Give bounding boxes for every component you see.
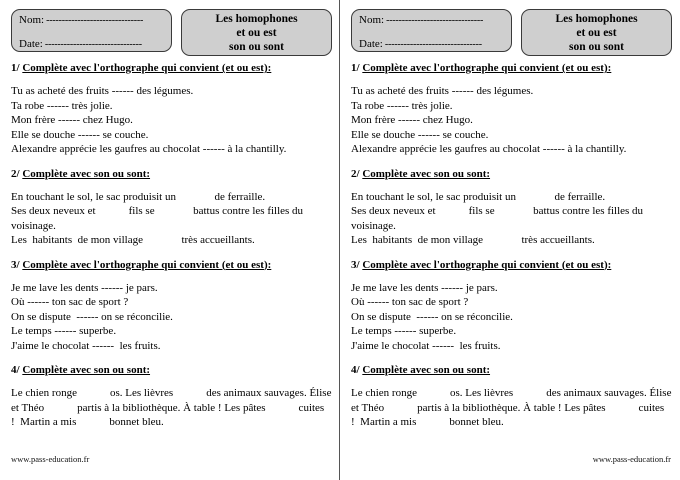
footer-url-left[interactable]: www.pass-education.fr <box>11 454 90 464</box>
exercise-3-line-2-left[interactable]: Où ------ ton sac de sport ? <box>11 296 129 308</box>
exercise-2-line-4-right[interactable]: Les habitants de mon village très accueillants. <box>351 234 595 246</box>
exercise-1-body-right <box>351 84 673 157</box>
exercise-1-line-1-right[interactable]: Tu as acheté des fruits ------ des légumes. <box>351 85 534 97</box>
exercise-3-instruction-left: Complète avec l'orthographe qui convient (et ou est): <box>22 258 272 271</box>
exercise-3-instruction-right: Complète avec l'orthographe qui convient (et ou est): <box>362 258 612 271</box>
name-field-row-left[interactable] <box>19 14 165 27</box>
name-label-right: Nom: <box>359 14 385 26</box>
name-field-row-right[interactable] <box>359 14 505 27</box>
exercise-3-number-right: 3/ <box>351 258 360 271</box>
exercise-2-body-right <box>351 190 673 248</box>
exercise-3-right <box>351 259 673 354</box>
exercise-4-instruction-right: Complète avec son ou sont: <box>362 364 491 376</box>
title-line-3-left: son ou sont <box>229 41 284 53</box>
exercise-2-line-3-right[interactable]: voisinage. <box>351 219 396 232</box>
exercise-2-line-3-left[interactable]: voisinage. <box>11 219 56 232</box>
exercise-4-line-3-left[interactable]: ! Martin a mis bonnet bleu. <box>11 416 164 428</box>
title-line-2-left: et ou est <box>236 27 277 39</box>
footer-url-right[interactable]: www.pass-education.fr <box>592 454 671 464</box>
exercise-1-instruction-right: Complète avec l'orthographe qui convient (et ou est): <box>362 62 612 74</box>
exercise-1-line-2-right[interactable]: Ta robe ------ très jolie. <box>351 99 453 112</box>
name-date-box-right <box>351 9 512 52</box>
exercise-4-right <box>351 364 673 430</box>
exercise-3-line-3-right[interactable]: On se dispute ------ on se réconcilie. <box>351 310 513 323</box>
exercise-2-left <box>11 168 332 248</box>
exercise-4-body-left <box>11 386 332 430</box>
exercise-2-line-2-right[interactable]: Ses deux neveux et fils se battus contre les filles du <box>351 205 644 217</box>
title-line-3-right: son ou sont <box>569 41 624 53</box>
name-dotted-line-right: ------------------------------- <box>386 15 484 26</box>
header-left <box>0 0 339 62</box>
exercise-2-title-left <box>11 168 332 180</box>
exercise-4-line-1-right[interactable]: Le chien ronge os. Les lièvres des animaux sauvages. Élise <box>351 387 672 399</box>
exercise-4-line-2-left[interactable]: et Théo partis à la bibliothèque. À table ! Les pâtes cuites <box>11 401 325 414</box>
exercise-2-title-right <box>351 168 673 180</box>
title-line-1-left: Les homophones <box>215 13 298 25</box>
exercise-3-line-4-right[interactable]: Le temps ------ superbe. <box>351 325 457 337</box>
exercise-2-line-1-left[interactable]: En touchant le sol, le sac produisit un de ferraille. <box>11 190 266 203</box>
exercise-4-left <box>11 364 332 430</box>
exercise-1-line-3-left[interactable]: Mon frère ------ chez Hugo. <box>11 114 133 126</box>
exercise-1-number-left: 1/ <box>11 62 20 74</box>
title-box-left <box>181 9 332 56</box>
exercise-2-body-left <box>11 190 332 248</box>
exercise-3-number-left: 3/ <box>11 258 20 271</box>
title-box-right <box>521 9 672 56</box>
exercise-1-line-2-left[interactable]: Ta robe ------ très jolie. <box>11 99 113 112</box>
name-dotted-line-left: ------------------------------- <box>46 15 144 26</box>
exercise-3-line-5-left[interactable]: J'aime le chocolat ------ les fruits. <box>11 339 161 352</box>
namebox-spacer-left <box>19 31 165 34</box>
exercise-1-number-right: 1/ <box>351 62 360 74</box>
header-right <box>340 0 680 62</box>
exercise-4-number-right: 4/ <box>351 364 360 376</box>
exercise-1-left <box>11 62 332 157</box>
worksheet-column-right <box>340 0 680 480</box>
exercise-3-title-left <box>11 259 332 271</box>
exercise-1-title-left <box>11 62 332 74</box>
exercise-4-title-right <box>351 364 673 376</box>
exercise-2-line-4-left[interactable]: Les habitants de mon village très accueillants. <box>11 234 255 246</box>
date-field-row-right[interactable] <box>359 38 505 51</box>
exercise-4-body-right <box>351 386 673 430</box>
name-label-left: Nom: <box>19 14 45 26</box>
exercise-3-title-right <box>351 259 673 271</box>
exercise-3-body-left <box>11 281 332 354</box>
exercise-3-left <box>11 259 332 354</box>
exercise-4-number-left: 4/ <box>11 364 20 376</box>
exercise-4-instruction-left: Complète avec son ou sont: <box>22 364 151 376</box>
title-line-2-right: et ou est <box>576 27 617 39</box>
exercise-1-title-right <box>351 62 673 74</box>
exercise-2-instruction-right: Complète avec son ou sont: <box>362 167 491 180</box>
exercise-2-number-left: 2/ <box>11 167 20 180</box>
exercise-2-line-1-right[interactable]: En touchant le sol, le sac produisit un de ferraille. <box>351 190 606 203</box>
exercise-1-line-3-right[interactable]: Mon frère ------ chez Hugo. <box>351 114 473 126</box>
exercises-container-left <box>0 62 339 430</box>
exercise-1-line-4-right[interactable]: Elle se douche ------ se couche. <box>351 128 489 141</box>
exercise-1-right <box>351 62 673 157</box>
exercise-4-title-left <box>11 364 332 376</box>
exercise-1-line-4-left[interactable]: Elle se douche ------ se couche. <box>11 128 149 141</box>
namebox-spacer-right <box>359 31 505 34</box>
exercise-3-body-right <box>351 281 673 354</box>
exercise-4-line-2-right[interactable]: et Théo partis à la bibliothèque. À table ! Les pâtes cuites <box>351 401 665 414</box>
date-label-left: Date: <box>19 38 43 50</box>
exercise-4-line-1-left[interactable]: Le chien ronge os. Les lièvres des animaux sauvages. Élise <box>11 387 332 399</box>
exercise-3-line-1-right[interactable]: Je me lave les dents ------ je pars. <box>351 281 498 294</box>
name-date-box-left <box>11 9 172 52</box>
exercises-container-right <box>340 62 680 430</box>
date-label-right: Date: <box>359 38 383 50</box>
exercise-1-body-left <box>11 84 332 157</box>
exercise-3-line-4-left[interactable]: Le temps ------ superbe. <box>11 325 117 337</box>
exercise-1-line-1-left[interactable]: Tu as acheté des fruits ------ des légumes. <box>11 85 194 97</box>
exercise-2-number-right: 2/ <box>351 167 360 180</box>
date-field-row-left[interactable] <box>19 38 165 51</box>
date-dotted-line-left: ------------------------------- <box>44 39 142 50</box>
exercise-2-instruction-left: Complète avec son ou sont: <box>22 167 151 180</box>
exercise-1-instruction-left: Complète avec l'orthographe qui convient (et ou est): <box>22 62 272 74</box>
exercise-1-line-5-right[interactable]: Alexandre apprécie les gaufres au chocolat ------ à la chantilly. <box>351 143 627 155</box>
exercise-3-line-3-left[interactable]: On se dispute ------ on se réconcilie. <box>11 310 173 323</box>
exercise-3-line-1-left[interactable]: Je me lave les dents ------ je pars. <box>11 281 158 294</box>
exercise-4-line-3-right[interactable]: ! Martin a mis bonnet bleu. <box>351 416 504 428</box>
title-line-1-right: Les homophones <box>555 13 638 25</box>
exercise-1-line-5-left[interactable]: Alexandre apprécie les gaufres au chocolat ------ à la chantilly. <box>11 143 287 155</box>
exercise-3-line-5-right[interactable]: J'aime le chocolat ------ les fruits. <box>351 339 501 352</box>
exercise-3-line-2-right[interactable]: Où ------ ton sac de sport ? <box>351 296 469 308</box>
exercise-2-right <box>351 168 673 248</box>
exercise-2-line-2-left[interactable]: Ses deux neveux et fils se battus contre les filles du <box>11 205 304 217</box>
date-dotted-line-right: ------------------------------- <box>384 39 482 50</box>
